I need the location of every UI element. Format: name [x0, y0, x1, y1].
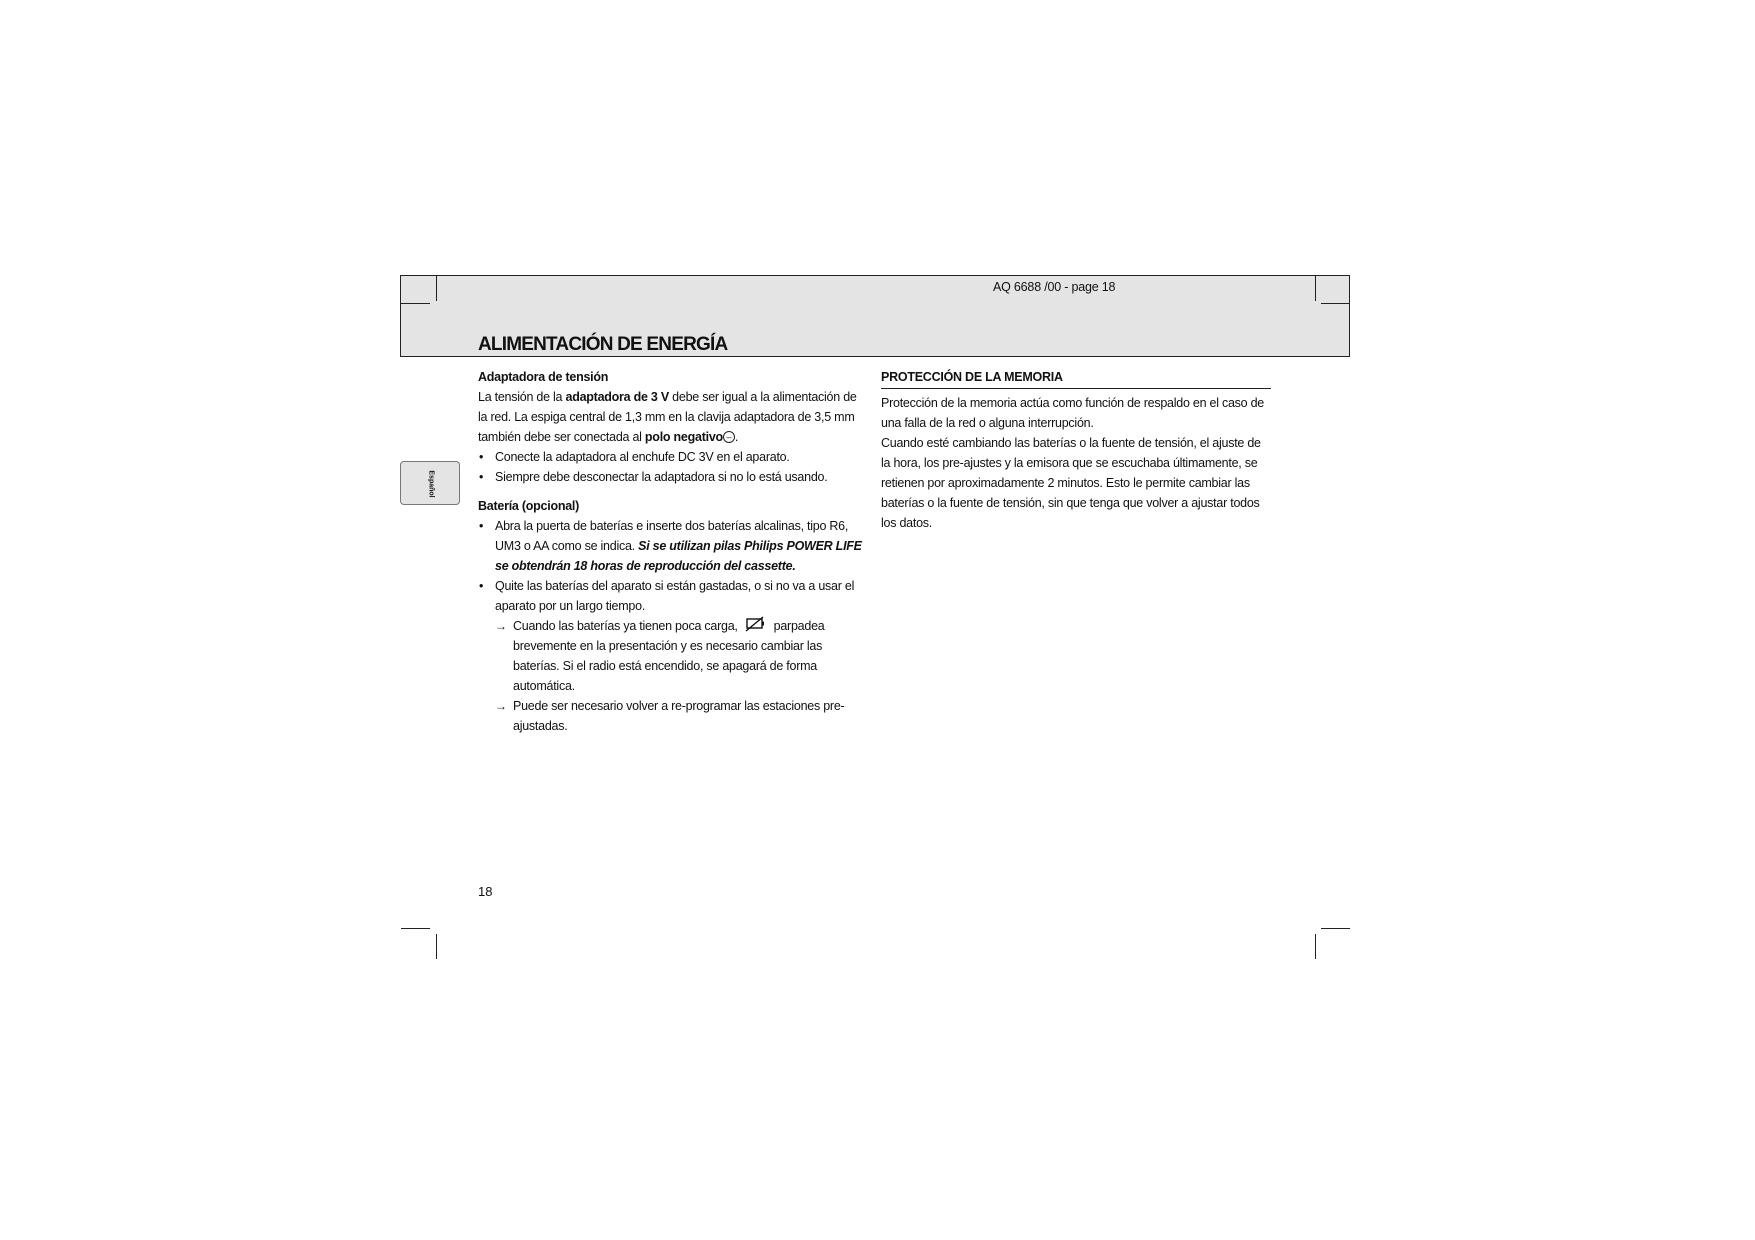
- list-item-text: Abra la puerta de baterías e inserte dos baterías alcalinas, tipo R6, UM3 o AA como se indica.: [495, 519, 849, 553]
- crop-mark: [1321, 928, 1350, 929]
- adapter-text-3: .: [734, 430, 739, 444]
- arrow-item-text: Puede ser necesario volver a re-programar las estaciones pre-ajustadas.: [513, 699, 845, 733]
- list-item-text: Conecte la adaptadora al enchufe DC 3V en el aparato.: [495, 450, 790, 464]
- adapter-voltage-bold: adaptadora de 3 V: [565, 390, 669, 404]
- arrow-item: [495, 696, 868, 736]
- empty-battery-icon: [744, 616, 766, 632]
- page-number: 18: [478, 884, 493, 899]
- arrow-item-text: parpadea brevemente en la presentación y es necesario cambiar las baterías. Si el radio está encendido, se apagará de forma automática.: [513, 619, 825, 693]
- battery-bullet-list: [478, 516, 868, 736]
- left-column: [478, 367, 868, 736]
- adapter-bullet-list: [478, 447, 868, 487]
- adapter-text-2: debe ser igual a la alimentación de la red. La espiga central de 1,3 mm en la clavija adaptadora de 3,5 mm también debe ser conectada al: [478, 390, 857, 444]
- memory-protection-heading: PROTECCIÓN DE LA MEMORIA: [881, 367, 1271, 389]
- crop-mark: [1315, 275, 1316, 301]
- bullet-icon: •: [479, 470, 484, 484]
- crop-mark: [436, 275, 437, 301]
- list-item: [478, 447, 868, 467]
- crop-mark: [401, 303, 430, 304]
- list-item-text: Quite las baterías del aparato si están gastadas, o si no va a usar el aparato por un largo tiempo.: [495, 579, 855, 613]
- list-item: [478, 576, 868, 736]
- crop-mark: [1321, 303, 1350, 304]
- bullet-icon: •: [479, 519, 484, 533]
- adapter-paragraph: [478, 387, 868, 447]
- negative-pole-icon: –: [723, 431, 735, 443]
- arrow-item: [495, 616, 868, 696]
- bullet-icon: •: [479, 579, 484, 593]
- language-tab-label: Español: [427, 470, 435, 498]
- bullet-icon: •: [479, 450, 484, 464]
- list-item-text: Siempre debe desconectar la adaptadora si no lo está usando.: [495, 470, 828, 484]
- crop-mark: [401, 928, 430, 929]
- crop-mark: [436, 934, 437, 959]
- list-item: [478, 516, 868, 576]
- arrow-item-text: Cuando las baterías ya tienen poca carga,: [513, 619, 738, 633]
- negative-pole-bold: polo negativo: [644, 430, 723, 444]
- battery-heading: Batería (opcional): [478, 499, 580, 513]
- memory-paragraph-2: Cuando esté cambiando las baterías o la fuente de tensión, el ajuste de la hora, los pre-ajustes y la emisora que se escuchaba últimamente, se retienen por aproximadamente 2 minutos. Esto le permite cambiar las baterías o la fuente de tensión, sin que tenga que volver a ajustar todos los datos.: [881, 436, 1261, 530]
- memory-paragraph-1: Protección de la memoria actúa como función de respaldo en el caso de una falla de la red o alguna interrupción.: [881, 396, 1264, 430]
- page-title: ALIMENTACIÓN DE ENERGÍA: [478, 334, 728, 355]
- arrow-right-icon: →: [495, 619, 507, 633]
- adapter-text-1: La tensión de la: [478, 390, 566, 404]
- list-item: [478, 467, 868, 487]
- power-life-emphasis: Si se utilizan pilas Philips POWER LIFE se obtendrán 18 horas de reproducción del cassette.: [495, 539, 862, 573]
- adapter-heading: Adaptadora de tensión: [478, 370, 609, 384]
- language-tab: [400, 461, 460, 505]
- arrow-list: [495, 616, 868, 736]
- arrow-right-icon: →: [495, 699, 507, 713]
- document-code: AQ 6688 /00 - page 18: [993, 280, 1116, 294]
- right-column: [881, 367, 1271, 533]
- crop-mark: [1315, 934, 1316, 959]
